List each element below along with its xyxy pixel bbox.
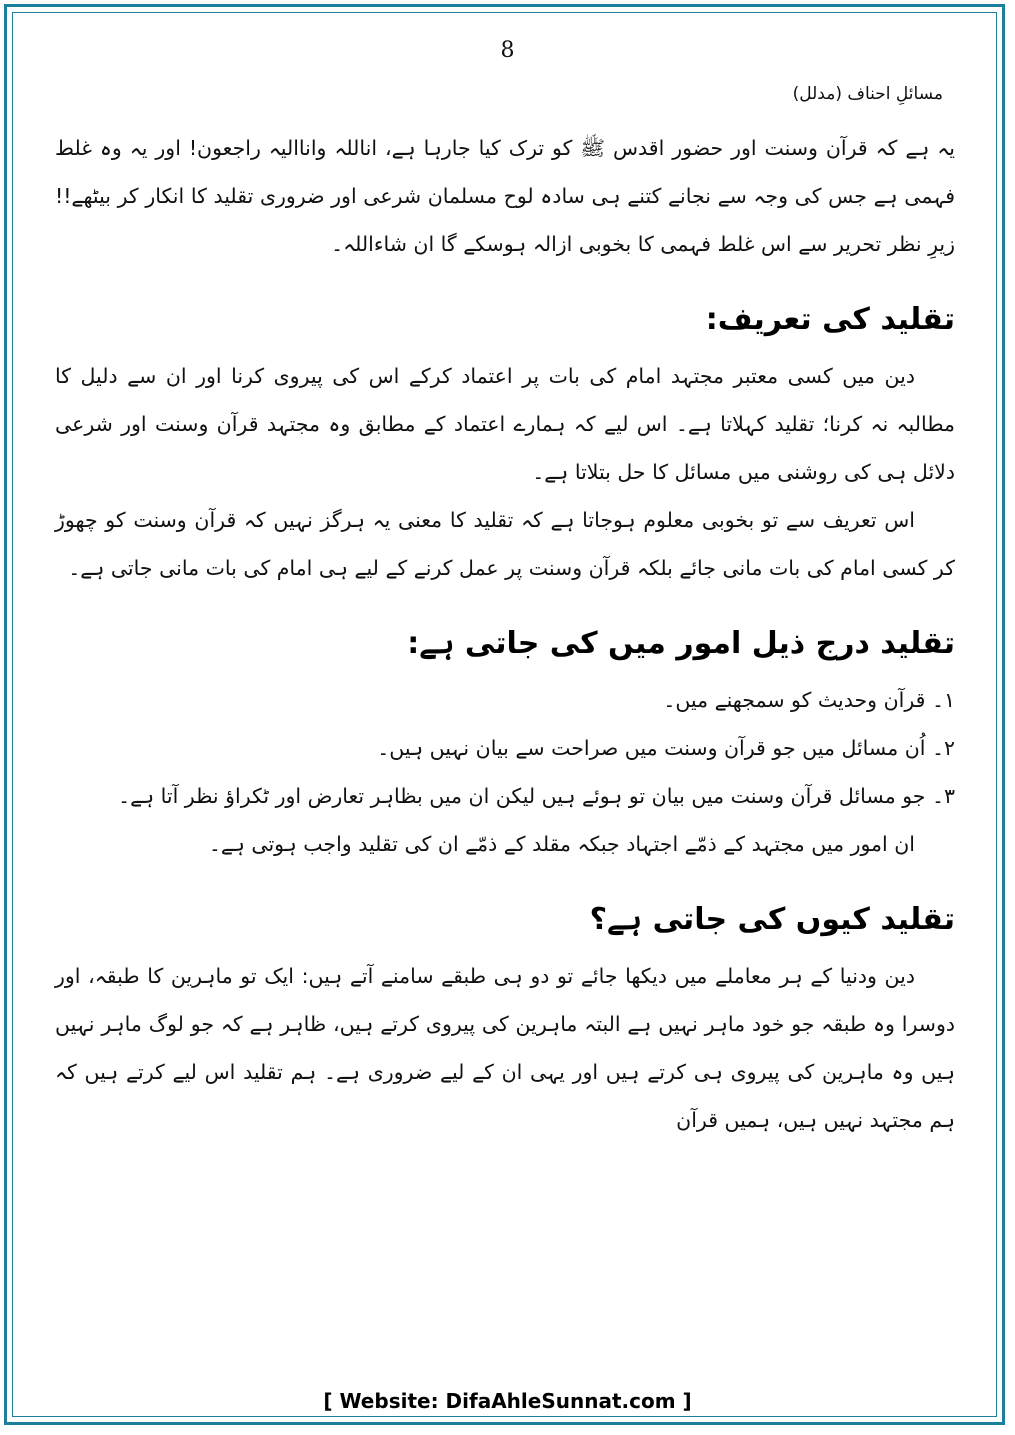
reason-paragraph: دین ودنیا کے ہر معاملے میں دیکھا جائے تو دو ہی طبقے سامنے آتے ہیں: ایک تو ماہرین کا طبقہ، اور دوسرا وہ طبقہ جو خود ماہر نہیں ہے البتہ ماہرین کی پیروی کرتے ہیں، ظاہر ہے کہ جو لوگ ماہر نہیں ہیں وہ ماہرین کی پیروی ہی کرتے ہیں اور یہی ان کے لیے ضروری ہے۔ ہم تقلید اس لیے کرتے ہیں کہ ہم مجتہد نہیں ہیں، ہمیں قرآن [55, 964, 955, 1132]
reason-heading: تقلید کیوں کی جاتی ہے؟ [589, 902, 955, 937]
page-content [55, 124, 955, 1144]
running-header: مسائلِ احناف (مدلل) [792, 84, 943, 104]
intro-paragraph: یہ ہے کہ قرآن وسنت اور حضور اقدس ﷺ کو ترک کیا جارہا ہے، اناللہ واناالیہ راجعون! اور یہ وہ غلط فہمی ہے جس کی وجہ سے نجانے کتنے ہی سادہ لوح مسلمان شرعی اور ضروری تقلید کا انکار کر بیٹھے!! زیرِ نظر تحریر سے اس غلط فہمی کا بخوبی ازالہ ہوسکے گا ان شاءاللہ۔ [55, 136, 955, 256]
scope-heading: تقلید درج ذیل امور میں کی جاتی ہے: [407, 626, 955, 661]
list-item: ۱۔ قرآن وحدیث کو سمجھنے میں۔ [663, 688, 955, 712]
website-footer: [ Website: DifaAhleSunnat.com ] [323, 1389, 692, 1413]
list-item: ۳۔ جو مسائل قرآن وسنت میں بیان تو ہوئے ہیں لیکن ان میں بظاہر تعارض اور ٹکراؤ نظر آتا ہے۔ [118, 784, 955, 808]
list-item: ۲۔ اُن مسائل میں جو قرآن وسنت میں صراحت سے بیان نہیں ہیں۔ [377, 736, 955, 760]
definition-paragraph: دین میں کسی معتبر مجتہد امام کی بات پر اعتماد کرکے اس کی پیروی کرنا اور ان سے دلیل کا مطالبہ نہ کرنا؛ تقلید کہلاتا ہے۔ اس لیے کہ ہمارے اعتماد کے مطابق وہ مجتہد قرآن وسنت اور شرعی دلائل ہی کی روشنی میں مسائل کا حل بتلاتا ہے۔ [55, 364, 955, 484]
definition-explanation-paragraph: اس تعریف سے تو بخوبی معلوم ہوجاتا ہے کہ تقلید کا معنی یہ ہرگز نہیں کہ قرآن وسنت کو چھوڑ کر کسی امام کی بات مانی جائے بلکہ قرآن وسنت پر عمل کرنے کے لیے ہی امام کی بات مانی جاتی ہے۔ [55, 508, 955, 580]
definition-heading: تقلید کی تعریف: [705, 302, 955, 337]
scope-note: ان امور میں مجتہد کے ذمّے اجتہاد جبکہ مقلد کے ذمّے ان کی تقلید واجب ہوتی ہے۔ [208, 832, 915, 856]
page-number: 8 [500, 38, 515, 63]
